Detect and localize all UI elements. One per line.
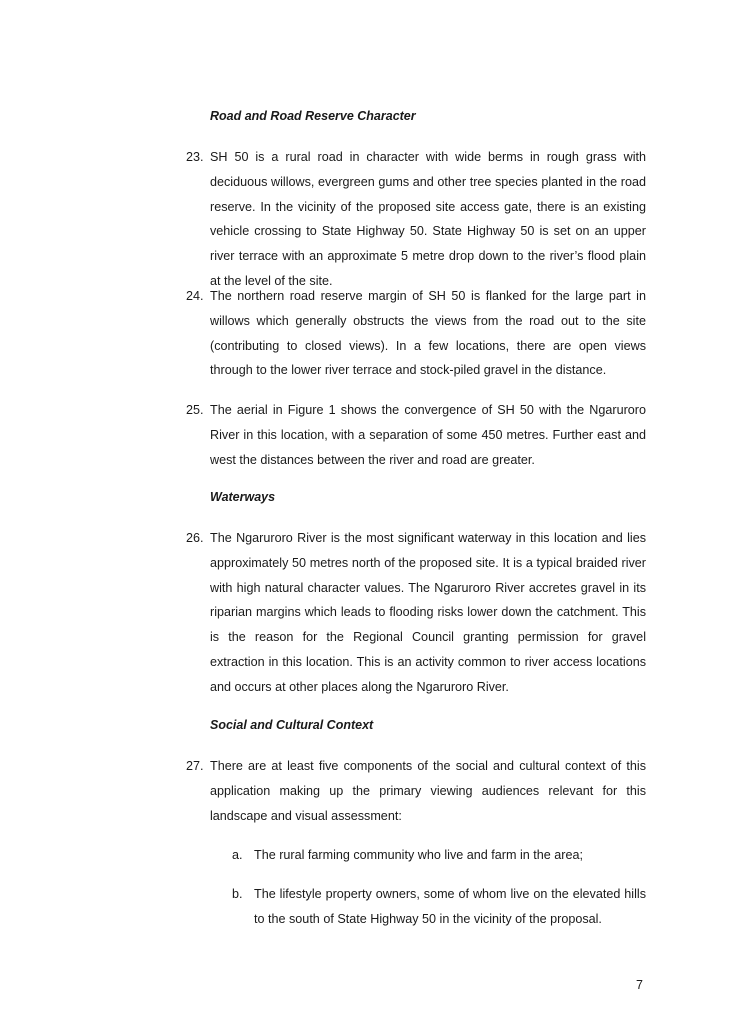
- section-heading-road-character: Road and Road Reserve Character: [210, 109, 416, 123]
- paragraph-27: [186, 754, 646, 828]
- subitem-b: [232, 882, 646, 932]
- paragraph-text: The northern road reserve margin of SH 50 is flanked for the large part in willows which generally obstructs the views from the road out to the site (contributing to closed views). In a few locations, there are open views through to the lower river terrace and stock-piled gravel in the distance.: [210, 289, 646, 378]
- section-heading-waterways: Waterways: [210, 490, 276, 504]
- subitem-a: [232, 843, 646, 868]
- paragraph-number: 24.: [186, 289, 204, 303]
- paragraph-25: [186, 398, 646, 472]
- paragraph-number: 27.: [186, 759, 204, 773]
- subitem-letter: b.: [232, 887, 243, 901]
- paragraph-text: The Ngaruroro River is the most significant waterway in this location and lies approximately 50 metres north of the proposed site. It is a typical braided river with high natural character values. The Ngaruroro River accretes gravel in its riparian margins which leads to flooding risks lower down the catchment. This is the reason for the Regional Council granting permission for gravel extraction in this location. This is an activity common to river access locations and occurs at other places along the Ngaruroro River.: [210, 531, 646, 694]
- page-number: 7: [636, 978, 643, 992]
- paragraph-number: 26.: [186, 531, 204, 545]
- subitem-letter: a.: [232, 848, 243, 862]
- paragraph-23: [186, 145, 646, 294]
- paragraph-text: There are at least five components of the social and cultural context of this application making up the primary viewing audiences relevant for this landscape and visual assessment:: [210, 759, 646, 823]
- paragraph-26: [186, 526, 646, 699]
- paragraph-number: 25.: [186, 403, 204, 417]
- paragraph-text: The aerial in Figure 1 shows the convergence of SH 50 with the Ngaruroro River in this location, with a separation of some 450 metres. Further east and west the distances between the river and road are greater.: [210, 403, 646, 467]
- subitem-text: The lifestyle property owners, some of whom live on the elevated hills to the south of State Highway 50 in the vicinity of the proposal.: [254, 887, 646, 926]
- section-heading-social-cultural: Social and Cultural Context: [210, 718, 374, 732]
- paragraph-number: 23.: [186, 150, 204, 164]
- paragraph-text: SH 50 is a rural road in character with wide berms in rough grass with deciduous willows, evergreen gums and other tree species planted in the road reserve. In the vicinity of the proposed site access gate, there is an existing vehicle crossing to State Highway 50. State Highway 50 is set on an upper river terrace with an approximate 5 metre drop down to the river’s flood plain at the level of the site.: [210, 150, 646, 288]
- paragraph-24: [186, 284, 646, 383]
- subitem-text: The rural farming community who live and farm in the area;: [254, 848, 583, 862]
